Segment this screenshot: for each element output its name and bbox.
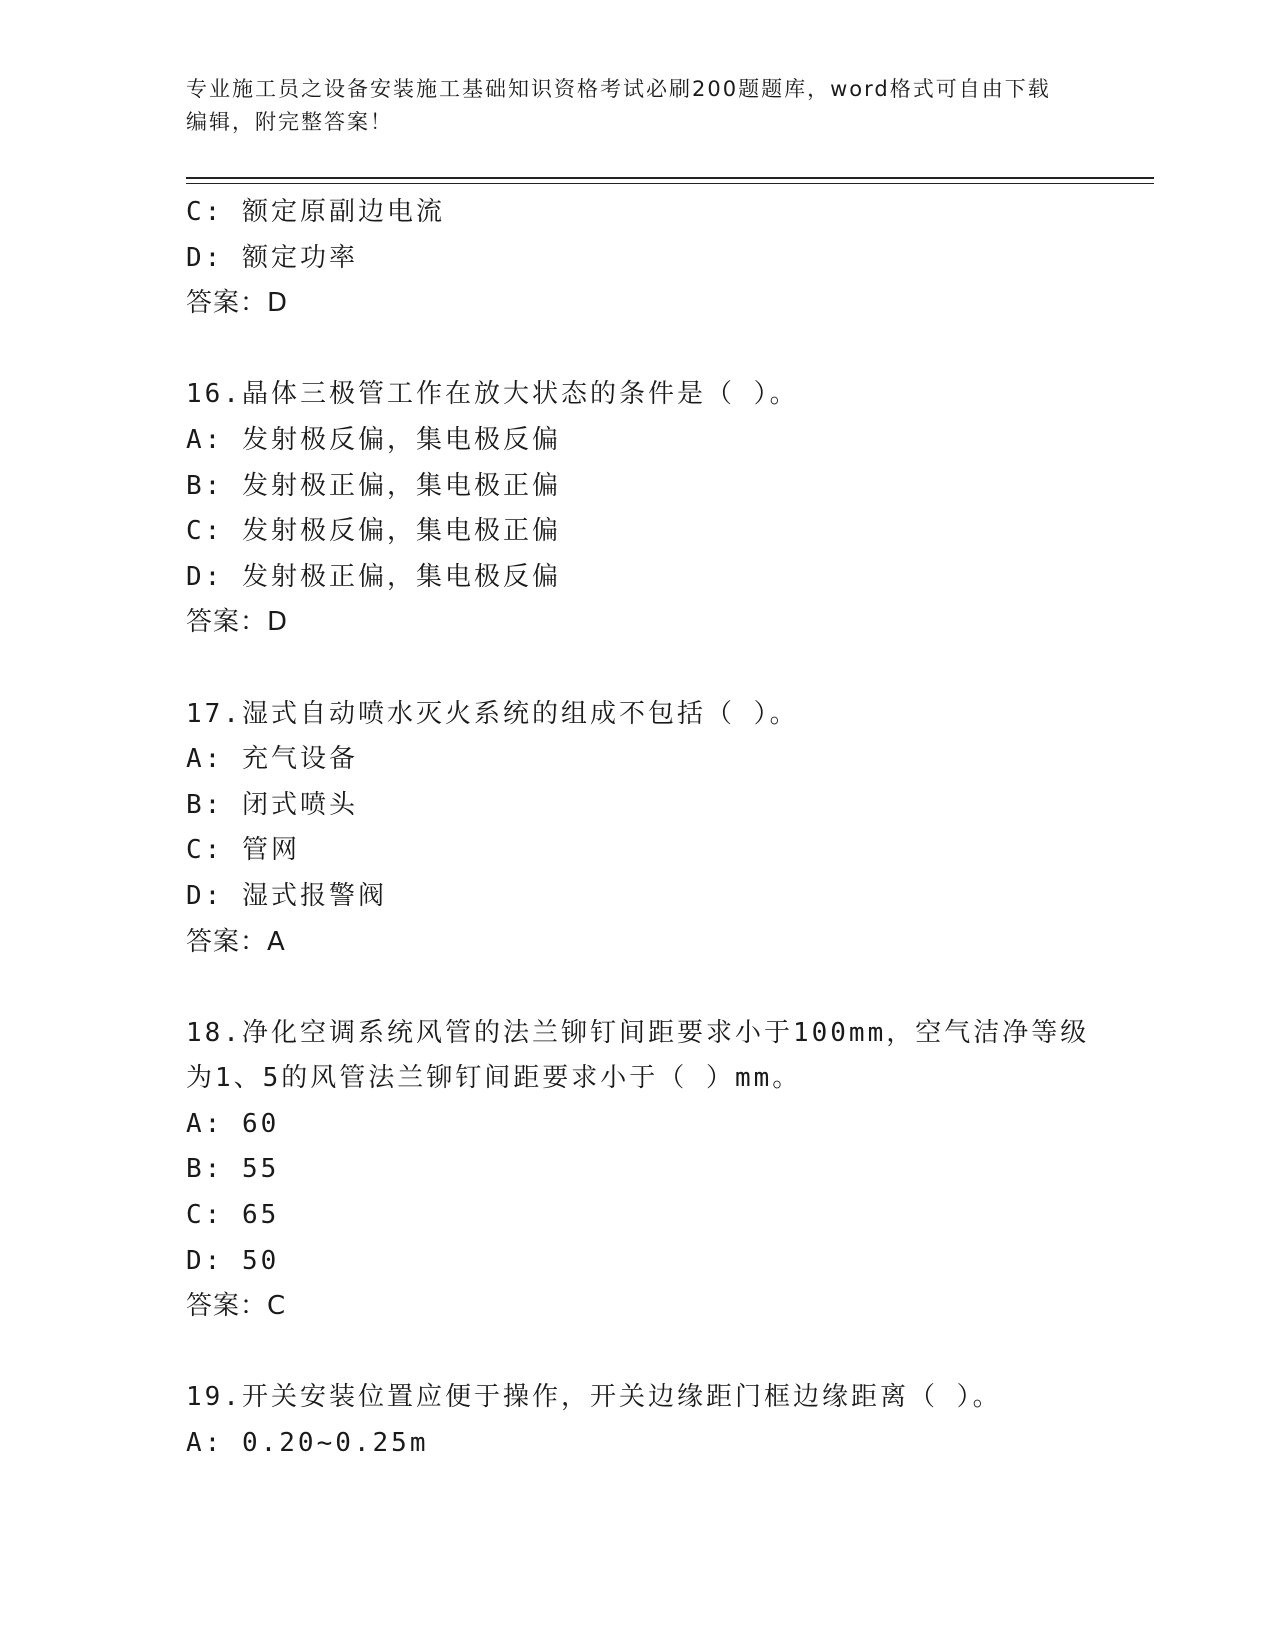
q19-stem: 19.开关安装位置应便于操作，开关边缘距门框边缘距离（ ）。 [186,1382,1002,1413]
spacer [186,1330,1106,1376]
q17-stem: 17.湿式自动喷水灭火系统的组成不包括（ ）。 [186,698,799,729]
spacer [186,327,1106,373]
header-divider [186,177,1154,179]
q18-answer: 答案：C [186,1291,287,1322]
question-content [186,190,1106,1467]
q16-option-a: A: 发射极反偏，集电极反偏 [186,424,561,455]
q17-option-b: B: 闭式喷头 [186,789,358,820]
q16-option-d: D: 发射极正偏，集电极反偏 [186,561,561,592]
q18-stem-line2: 为1、5的风管法兰铆钉间距要求小于（ ）mm。 [186,1063,802,1094]
q18-option-a: A: 60 [186,1108,280,1139]
q15-option-c: C: 额定原副边电流 [186,197,445,227]
q19-option-a: A: 0.20~0.25m [186,1428,429,1459]
q15-option-d: D: 额定功率 [186,242,358,273]
spacer [186,646,1106,692]
q17-option-a: A: 充气设备 [186,744,358,775]
q16-option-c: C: 发射极反偏，集电极正偏 [186,516,561,547]
q17-option-c: C: 管网 [186,835,300,866]
q18-option-b: B: 55 [186,1154,280,1185]
q18-option-c: C: 65 [186,1200,280,1231]
q16-stem: 16.晶体三极管工作在放大状态的条件是（ ）。 [186,379,799,410]
q17-option-d: D: 湿式报警阀 [186,880,387,911]
q16-answer: 答案：D [186,607,289,638]
q15-answer: 答案：D [186,288,289,319]
header-divider-thin [186,183,1154,184]
q18-option-d: D: 50 [186,1245,280,1276]
q18-stem-line1: 18.净化空调系统风管的法兰铆钉间距要求小于100mm，空气洁净等级 [186,1017,1090,1048]
spacer [186,965,1106,1011]
document-header: 专业施工员之设备安装施工基础知识资格考试必刷200题题库，word格式可自由下载编辑，附完整答案！ [186,77,1051,134]
q17-answer: 答案：A [186,926,286,957]
q16-option-b: B: 发射极正偏，集电极正偏 [186,470,561,501]
